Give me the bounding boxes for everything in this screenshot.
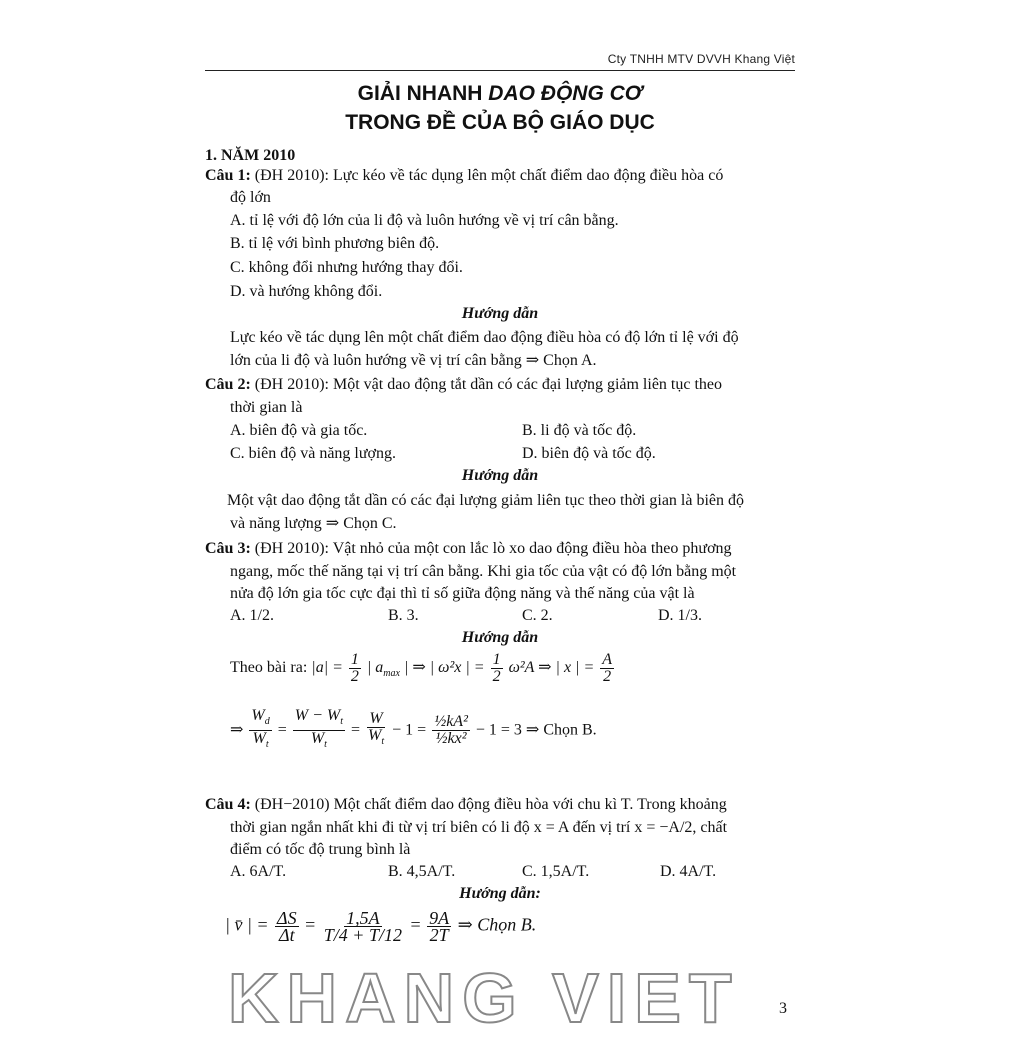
- q3-solution-answer: ⇒ Chọn B.: [525, 721, 597, 739]
- q4-solution-equation: | v̄ | = $\frac{\Delta S}{\Delta t}$ = $\frac{1,5A}{T/4 + T/12}$ = $\frac{9A}{2T}$ ⇒ Chọn B.: [225, 908, 537, 945]
- q4-option-d: D. 4A/T.: [660, 863, 717, 880]
- watermark-logo: KHANG VIET: [228, 959, 740, 1037]
- q1-option-b: B. tỉ lệ với bình phương biên độ.: [230, 235, 440, 252]
- q3-option-b: B. 3.: [388, 607, 419, 624]
- q3-solution-equation-2: ⇒ $\frac{W_d}{W_t}$ = $\frac{W - W_t}{W_t}$ = $\frac{W}{W_t}$ − 1 = $\frac{\text{½kA²}}{\text{½kx²}}$ − 1 = 3 ⇒ Chọn B.: [230, 707, 597, 751]
- q4-text-line-2: thời gian ngắn nhất khi đi từ vị trí biên có li độ x = A đến vị trí x = −A/2, chất: [230, 819, 728, 836]
- q2-label: Câu 2:: [205, 376, 251, 393]
- q2-option-a: A. biên độ và gia tốc.: [230, 422, 368, 439]
- q3-text-line-3: nửa độ lớn gia tốc cực đại thì tỉ số giữa động năng và thế năng của vật là: [230, 585, 695, 602]
- q1-label: Câu 1:: [205, 167, 251, 184]
- q1-solution-line-1: Lực kéo về tác dụng lên một chất điểm dao động điều hòa có độ lớn tỉ lệ với độ: [230, 329, 739, 346]
- q4-option-c: C. 1,5A/T.: [522, 863, 590, 880]
- q3-text-line-1: [205, 539, 732, 559]
- q1-option-d: D. và hướng không đổi.: [230, 283, 383, 300]
- q2-option-b: B. li độ và tốc độ.: [522, 422, 637, 439]
- q2-guide-heading: Hướng dẫn: [461, 467, 539, 484]
- q4-label: Câu 4:: [205, 796, 251, 813]
- q3-option-a: A. 1/2.: [230, 607, 274, 624]
- q1-option-a: A. tỉ lệ với độ lớn của li độ và luôn hướng về vị trí cân bằng.: [230, 212, 619, 229]
- q3-option-d: D. 1/3.: [658, 607, 702, 624]
- q3-option-c: C. 2.: [522, 607, 553, 624]
- q3-label: Câu 3:: [205, 540, 251, 557]
- q4-text-1: (ĐH−2010) Một chất điểm dao động điều hòa với chu kì T. Trong khoảng: [250, 796, 727, 813]
- q4-option-b: B. 4,5A/T.: [388, 863, 456, 880]
- q3-solution-equation-1: Theo bài ra: |a| = $\frac{1}{2}$ | $a_{max}$ | ⇒ | ω²x | = $\frac{1}{2}$ ω²A ⇒ | x | = $\frac{A}{2}$: [230, 651, 613, 685]
- q1-text-line-1: [205, 166, 723, 186]
- q2-text-1: (ĐH 2010): Một vật dao động tắt dần có các đại lượng giảm liên tục theo: [250, 376, 723, 393]
- q3-solution-prefix: Theo bài ra:: [230, 659, 308, 677]
- q1-guide-heading: Hướng dẫn: [461, 305, 539, 322]
- q2-solution-line-1: Một vật dao động tắt dần có các đại lượng giảm liên tục theo thời gian là biên độ: [227, 492, 745, 509]
- q4-solution-answer: ⇒ Chọn B.: [457, 914, 537, 935]
- page-title-line-1: [205, 82, 795, 106]
- title-prefix: GIẢI NHANH: [357, 82, 489, 105]
- q1-solution-line-2: lớn của li độ và luôn hướng về vị trí cân bằng ⇒ Chọn A.: [230, 352, 597, 369]
- q4-text-line-3: điểm có tốc độ trung bình là: [230, 841, 411, 858]
- q2-option-d: D. biên độ và tốc độ.: [522, 445, 656, 462]
- section-heading: 1. NĂM 2010: [205, 147, 296, 164]
- header-company: Cty TNHH MTV DVVH Khang Việt: [607, 52, 795, 66]
- q1-text-1: (ĐH 2010): Lực kéo về tác dụng lên một chất điểm dao động điều hòa có: [250, 167, 724, 184]
- title-topic: DAO ĐỘNG CƠ: [488, 82, 643, 105]
- q4-option-a: A. 6A/T.: [230, 863, 287, 880]
- q3-text-1: (ĐH 2010): Vật nhỏ của một con lắc lò xo dao động điều hòa theo phương: [250, 540, 732, 557]
- running-header: [205, 52, 795, 71]
- q2-option-c: C. biên độ và năng lượng.: [230, 445, 396, 462]
- q3-guide-heading: Hướng dẫn: [461, 629, 539, 646]
- q4-text-line-1: [205, 795, 727, 815]
- q1-text-line-2: độ lớn: [230, 189, 271, 206]
- q2-text-line-1: [205, 375, 722, 395]
- q1-option-c: C. không đổi nhưng hướng thay đổi.: [230, 259, 463, 276]
- q2-solution-line-2: và năng lượng ⇒ Chọn C.: [230, 515, 397, 532]
- q4-guide-heading: Hướng dẫn:: [459, 885, 541, 902]
- q3-text-line-2: ngang, mốc thế năng tại vị trí cân bằng. Khi gia tốc của vật có độ lớn bằng một: [230, 563, 737, 580]
- page-number: 3: [779, 1000, 787, 1017]
- q2-text-line-2: thời gian là: [230, 399, 303, 416]
- page-title-line-2: TRONG ĐỀ CỦA BỘ GIÁO DỤC: [345, 111, 655, 134]
